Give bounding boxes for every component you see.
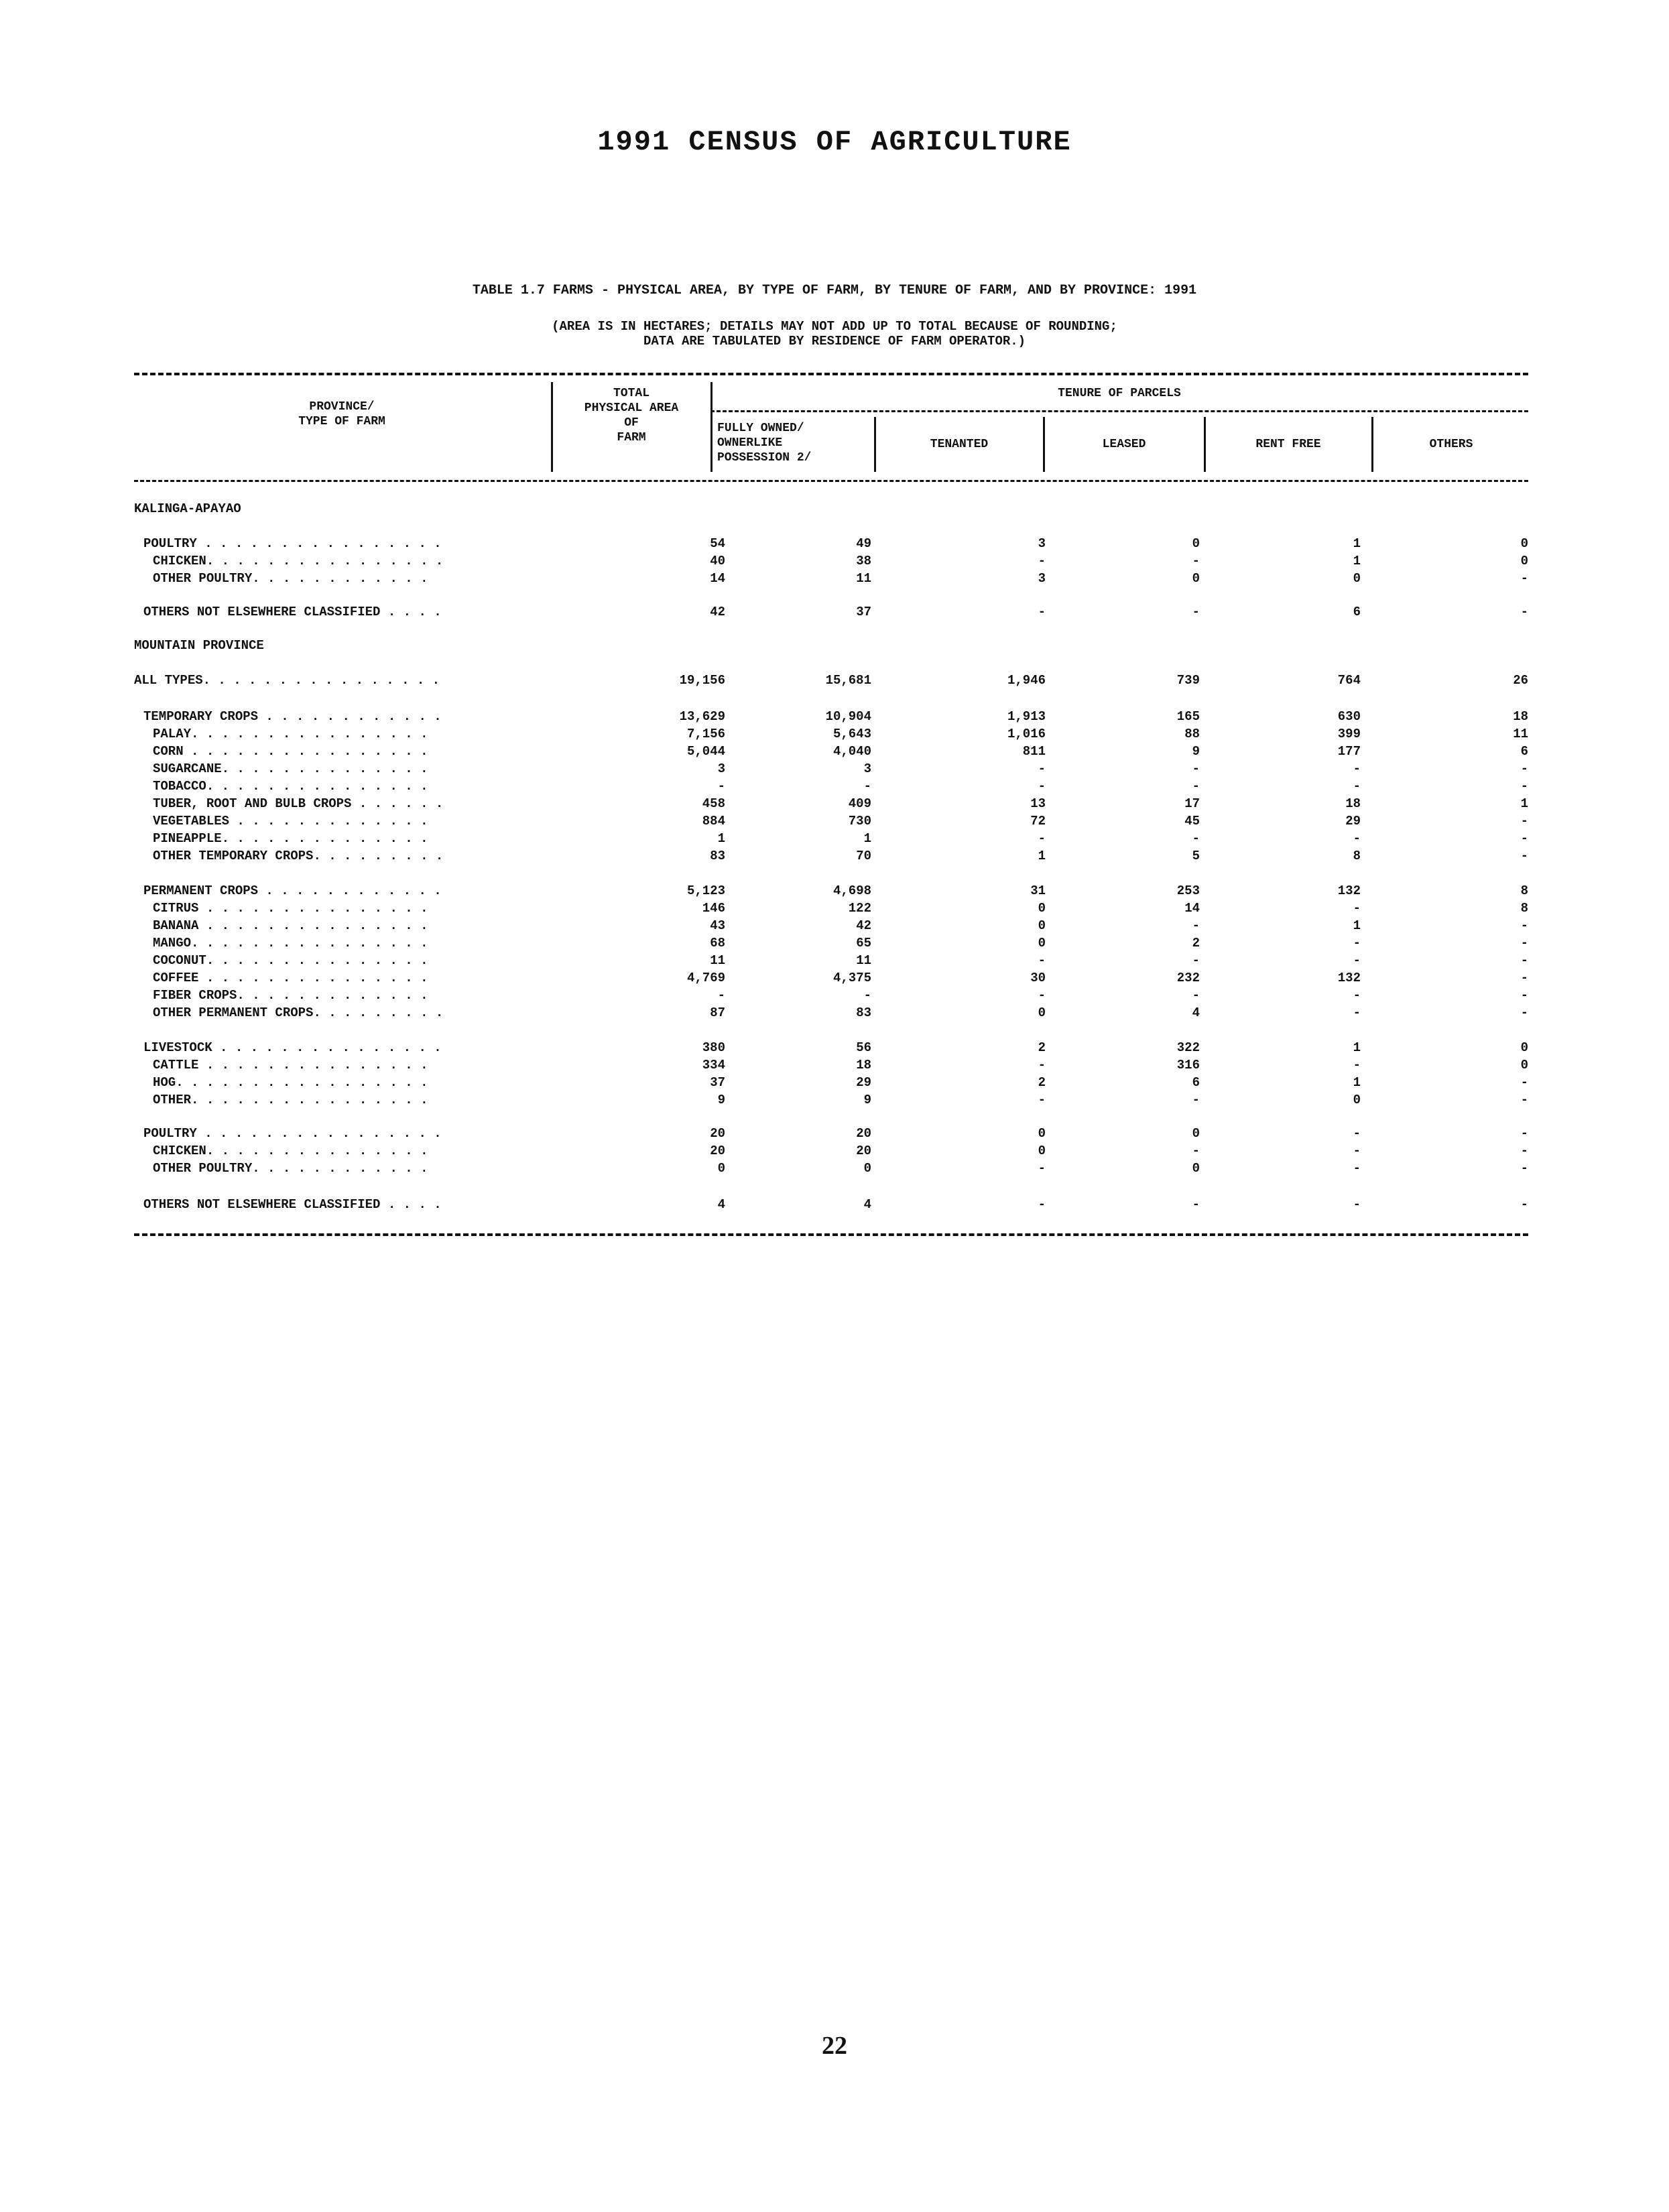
cell-rent-free: -	[1353, 936, 1361, 950]
cell-others: -	[1520, 953, 1528, 968]
cell-rent-free: 0	[1353, 1093, 1361, 1107]
header-divider	[551, 382, 553, 472]
table-row	[134, 849, 1528, 866]
cell-leased: 0	[1192, 571, 1200, 586]
cell-leased: -	[1192, 761, 1200, 776]
cell-tenanted: -	[1038, 779, 1046, 794]
cell-tenanted: 1	[1038, 849, 1046, 863]
page-number: 22	[822, 2032, 847, 2060]
cell-total: 37	[710, 1075, 725, 1090]
row-label: OTHER POULTRY. . . . . . . . . . . .	[153, 571, 428, 586]
cell-others: -	[1520, 849, 1528, 863]
row-label: LIVESTOCK . . . . . . . . . . . . . . .	[143, 1040, 442, 1055]
row-label: CATTLE . . . . . . . . . . . . . . .	[153, 1058, 428, 1072]
cell-others: 0	[1520, 536, 1528, 551]
cell-total: 43	[710, 918, 725, 933]
row-label: OTHER. . . . . . . . . . . . . . . .	[153, 1093, 428, 1107]
table-row	[134, 1126, 1528, 1144]
cell-rent-free: -	[1353, 1197, 1361, 1212]
table-row	[134, 571, 1528, 589]
cell-total: 1	[717, 831, 725, 846]
table-row	[134, 673, 1528, 690]
cell-rent-free: -	[1353, 1161, 1361, 1176]
table-row	[134, 638, 1528, 656]
header-text: FARM	[617, 431, 646, 444]
cell-owned: 10,904	[825, 709, 871, 724]
cell-tenanted: -	[1038, 605, 1046, 619]
cell-owned: 1	[863, 831, 871, 846]
row-label: ALL TYPES. . . . . . . . . . . . . . . .	[134, 673, 440, 688]
cell-owned: 11	[856, 953, 871, 968]
cell-total: 40	[710, 554, 725, 568]
cell-tenanted: 0	[1038, 1126, 1046, 1141]
cell-owned: 42	[856, 918, 871, 933]
row-label: CORN . . . . . . . . . . . . . . . .	[153, 744, 428, 759]
cell-rent-free: 18	[1345, 796, 1361, 811]
table-row	[134, 779, 1528, 796]
cell-owned: 4,040	[832, 744, 871, 759]
header-rent-free: RENT FREE	[1255, 438, 1321, 451]
cell-others: -	[1520, 1197, 1528, 1212]
cell-leased: -	[1192, 554, 1200, 568]
cell-others: -	[1520, 1075, 1528, 1090]
cell-leased: 2	[1192, 936, 1200, 950]
cell-rent-free: 8	[1353, 849, 1361, 863]
cell-total: 5,123	[686, 883, 725, 898]
cell-tenanted: 0	[1038, 901, 1046, 916]
cell-others: 6	[1520, 744, 1528, 759]
row-label: COFFEE . . . . . . . . . . . . . . .	[153, 971, 428, 985]
cell-rent-free: -	[1353, 761, 1361, 776]
cell-tenanted: 30	[1030, 971, 1046, 985]
cell-total: -	[717, 779, 725, 794]
cell-owned: 9	[863, 1093, 871, 1107]
cell-others: 0	[1520, 1058, 1528, 1072]
header-divider	[1371, 417, 1373, 472]
header-text: OWNERLIKE	[717, 436, 783, 450]
cell-rent-free: 6	[1353, 605, 1361, 619]
header-total	[554, 386, 709, 445]
row-label: SUGARCANE. . . . . . . . . . . . . .	[153, 761, 428, 776]
header-others: OTHERS	[1429, 438, 1473, 451]
row-label: MANGO. . . . . . . . . . . . . . . .	[153, 936, 428, 950]
cell-owned: 4,698	[832, 883, 871, 898]
row-label: PINEAPPLE. . . . . . . . . . . . . .	[153, 831, 428, 846]
cell-rent-free: -	[1353, 1126, 1361, 1141]
cell-rent-free: 1	[1353, 1040, 1361, 1055]
cell-leased: 17	[1184, 796, 1200, 811]
cell-tenanted: -	[1038, 953, 1046, 968]
cell-tenanted: 13	[1030, 796, 1046, 811]
page-title: 1991 CENSUS OF AGRICULTURE	[597, 126, 1072, 158]
cell-rent-free: 764	[1337, 673, 1361, 688]
table-note	[0, 319, 1669, 349]
cell-leased: -	[1192, 1093, 1200, 1107]
cell-total: 20	[710, 1126, 725, 1141]
cell-others: -	[1520, 1144, 1528, 1158]
cell-owned: 20	[856, 1144, 871, 1158]
table-row	[134, 709, 1528, 727]
header-text: TOTAL	[613, 387, 650, 400]
cell-tenanted: 2	[1038, 1040, 1046, 1055]
cell-tenanted: 0	[1038, 918, 1046, 933]
row-label: FIBER CROPS. . . . . . . . . . . . .	[153, 988, 428, 1003]
cell-owned: 5,643	[832, 727, 871, 741]
table-row	[134, 1058, 1528, 1075]
cell-rent-free: -	[1353, 988, 1361, 1003]
table-row	[134, 814, 1528, 831]
cell-leased: 316	[1176, 1058, 1200, 1072]
cell-leased: 4	[1192, 1005, 1200, 1020]
cell-owned: 83	[856, 1005, 871, 1020]
cell-owned: 70	[856, 849, 871, 863]
table-row	[134, 936, 1528, 953]
cell-others: -	[1520, 831, 1528, 846]
table-top-rule	[134, 373, 1528, 375]
row-label: OTHERS NOT ELSEWHERE CLASSIFIED . . . .	[143, 605, 442, 619]
cell-total: 83	[710, 849, 725, 863]
cell-others: -	[1520, 605, 1528, 619]
row-label: TEMPORARY CROPS . . . . . . . . . . . .	[143, 709, 442, 724]
cell-rent-free: 1	[1353, 536, 1361, 551]
cell-tenanted: 0	[1038, 936, 1046, 950]
cell-others: -	[1520, 1161, 1528, 1176]
cell-total: 9	[717, 1093, 725, 1107]
cell-leased: 0	[1192, 1126, 1200, 1141]
cell-leased: -	[1192, 988, 1200, 1003]
table-row	[134, 1197, 1528, 1215]
cell-total: 3	[717, 761, 725, 776]
table-row	[134, 554, 1528, 571]
cell-tenanted: 3	[1038, 536, 1046, 551]
header-text: FULLY OWNED/	[717, 422, 804, 435]
cell-owned: 56	[856, 1040, 871, 1055]
cell-owned: 122	[848, 901, 871, 916]
cell-leased: 14	[1184, 901, 1200, 916]
cell-total: 5,044	[686, 744, 725, 759]
cell-total: -	[717, 988, 725, 1003]
cell-tenanted: -	[1038, 988, 1046, 1003]
cell-rent-free: 132	[1337, 883, 1361, 898]
cell-owned: 4	[863, 1197, 871, 1212]
cell-total: 380	[702, 1040, 725, 1055]
header-text: PROVINCE/	[309, 400, 375, 414]
cell-others: -	[1520, 1005, 1528, 1020]
header-text: TYPE OF FARM	[298, 415, 385, 428]
cell-tenanted: 1,016	[1007, 727, 1046, 741]
table-row	[134, 1144, 1528, 1161]
cell-leased: 6	[1192, 1075, 1200, 1090]
row-label: OTHER POULTRY. . . . . . . . . . . .	[153, 1161, 428, 1176]
cell-others: 1	[1520, 796, 1528, 811]
cell-rent-free: -	[1353, 1144, 1361, 1158]
cell-rent-free: 630	[1337, 709, 1361, 724]
cell-total: 54	[710, 536, 725, 551]
cell-owned: -	[863, 988, 871, 1003]
table-row	[134, 536, 1528, 554]
row-label: TOBACCO. . . . . . . . . . . . . . .	[153, 779, 428, 794]
cell-total: 4,769	[686, 971, 725, 985]
header-owned	[717, 421, 871, 465]
header-province	[201, 400, 483, 429]
cell-others: 26	[1513, 673, 1528, 688]
cell-tenanted: -	[1038, 1161, 1046, 1176]
cell-leased: -	[1192, 605, 1200, 619]
table-row	[134, 918, 1528, 936]
cell-total: 20	[710, 1144, 725, 1158]
cell-total: 7,156	[686, 727, 725, 741]
cell-others: -	[1520, 814, 1528, 828]
table-row	[134, 727, 1528, 744]
table-note-line: (AREA IS IN HECTARES; DETAILS MAY NOT ADD UP TO TOTAL BECAUSE OF ROUNDING;	[552, 319, 1117, 334]
table-row	[134, 1040, 1528, 1058]
cell-tenanted: 3	[1038, 571, 1046, 586]
cell-leased: 253	[1176, 883, 1200, 898]
cell-total: 884	[702, 814, 725, 828]
header-leased: LEASED	[1102, 438, 1146, 451]
header-text: OF	[624, 416, 639, 430]
cell-tenanted: 72	[1030, 814, 1046, 828]
cell-leased: 165	[1176, 709, 1200, 724]
cell-others: 8	[1520, 901, 1528, 916]
row-label: MOUNTAIN PROVINCE	[134, 638, 264, 653]
cell-owned: 37	[856, 605, 871, 619]
cell-leased: 9	[1192, 744, 1200, 759]
cell-others: 0	[1520, 1040, 1528, 1055]
table-row	[134, 744, 1528, 761]
cell-total: 0	[717, 1161, 725, 1176]
table-row	[134, 1075, 1528, 1093]
cell-rent-free: 0	[1353, 571, 1361, 586]
table-row	[134, 796, 1528, 814]
cell-others: -	[1520, 988, 1528, 1003]
cell-leased: -	[1192, 1144, 1200, 1158]
cell-leased: -	[1192, 1197, 1200, 1212]
cell-leased: 0	[1192, 1161, 1200, 1176]
cell-rent-free: 1	[1353, 1075, 1361, 1090]
cell-tenanted: -	[1038, 831, 1046, 846]
cell-total: 334	[702, 1058, 725, 1072]
table-row	[134, 1093, 1528, 1110]
cell-others: -	[1520, 761, 1528, 776]
table-row	[134, 605, 1528, 622]
cell-owned: 0	[863, 1161, 871, 1176]
cell-others: -	[1520, 971, 1528, 985]
row-label: CITRUS . . . . . . . . . . . . . . .	[153, 901, 428, 916]
row-label: PERMANENT CROPS . . . . . . . . . . . .	[143, 883, 442, 898]
row-label: KALINGA-APAYAO	[134, 501, 241, 516]
cell-rent-free: 29	[1345, 814, 1361, 828]
row-label: POULTRY . . . . . . . . . . . . . . . .	[143, 1126, 442, 1141]
table-row	[134, 501, 1528, 519]
row-label: COCONUT. . . . . . . . . . . . . . .	[153, 953, 428, 968]
cell-leased: 739	[1176, 673, 1200, 688]
cell-tenanted: -	[1038, 1058, 1046, 1072]
cell-others: -	[1520, 571, 1528, 586]
cell-others: -	[1520, 936, 1528, 950]
cell-tenanted: 0	[1038, 1005, 1046, 1020]
cell-leased: -	[1192, 779, 1200, 794]
cell-total: 87	[710, 1005, 725, 1020]
cell-total: 19,156	[679, 673, 725, 688]
cell-total: 13,629	[679, 709, 725, 724]
row-label: POULTRY . . . . . . . . . . . . . . . .	[143, 536, 442, 551]
cell-rent-free: 132	[1337, 971, 1361, 985]
row-label: HOG. . . . . . . . . . . . . . . . .	[153, 1075, 428, 1090]
cell-total: 146	[702, 901, 725, 916]
table-row	[134, 761, 1528, 779]
table-row	[134, 988, 1528, 1005]
cell-rent-free: -	[1353, 1005, 1361, 1020]
cell-rent-free: -	[1353, 901, 1361, 916]
cell-owned: 11	[856, 571, 871, 586]
header-bottom-rule	[134, 480, 1528, 482]
cell-leased: 88	[1184, 727, 1200, 741]
cell-rent-free: 1	[1353, 554, 1361, 568]
row-label: OTHER PERMANENT CROPS. . . . . . . . .	[153, 1005, 444, 1020]
row-label: OTHERS NOT ELSEWHERE CLASSIFIED . . . .	[143, 1197, 442, 1212]
cell-owned: 4,375	[832, 971, 871, 985]
cell-owned: 3	[863, 761, 871, 776]
header-divider	[1204, 417, 1206, 472]
cell-rent-free: -	[1353, 953, 1361, 968]
table-row	[134, 883, 1528, 901]
table-row	[134, 953, 1528, 971]
cell-tenanted: 1,913	[1007, 709, 1046, 724]
cell-others: 18	[1513, 709, 1528, 724]
table-row	[134, 901, 1528, 918]
cell-owned: 730	[848, 814, 871, 828]
cell-others: -	[1520, 1126, 1528, 1141]
cell-leased: 5	[1192, 849, 1200, 863]
cell-leased: 45	[1184, 814, 1200, 828]
cell-tenanted: 811	[1022, 744, 1046, 759]
header-text: POSSESSION 2/	[717, 451, 812, 465]
row-label: BANANA . . . . . . . . . . . . . . .	[153, 918, 428, 933]
cell-tenanted: 1,946	[1007, 673, 1046, 688]
row-label: OTHER TEMPORARY CROPS. . . . . . . . .	[153, 849, 444, 863]
row-label: CHICKEN. . . . . . . . . . . . . . . .	[153, 554, 444, 568]
header-divider	[874, 417, 876, 472]
cell-total: 4	[717, 1197, 725, 1212]
cell-others: 8	[1520, 883, 1528, 898]
header-tenanted: TENANTED	[930, 438, 989, 451]
cell-rent-free: -	[1353, 779, 1361, 794]
tenure-group-rule	[710, 410, 1528, 412]
cell-total: 11	[710, 953, 725, 968]
cell-leased: -	[1192, 918, 1200, 933]
row-label: CHICKEN. . . . . . . . . . . . . . .	[153, 1144, 428, 1158]
cell-leased: 322	[1176, 1040, 1200, 1055]
cell-owned: 409	[848, 796, 871, 811]
cell-total: 42	[710, 605, 725, 619]
cell-rent-free: 399	[1337, 727, 1361, 741]
cell-owned: 20	[856, 1126, 871, 1141]
header-tenure-group: TENURE OF PARCELS	[1058, 387, 1181, 400]
cell-owned: 38	[856, 554, 871, 568]
table-row	[134, 1161, 1528, 1178]
cell-leased: 0	[1192, 536, 1200, 551]
table-note-line: DATA ARE TABULATED BY RESIDENCE OF FARM OPERATOR.)	[643, 334, 1026, 349]
table-row	[134, 1005, 1528, 1023]
cell-others: 0	[1520, 554, 1528, 568]
table-row	[134, 831, 1528, 849]
cell-leased: -	[1192, 831, 1200, 846]
cell-tenanted: -	[1038, 554, 1046, 568]
cell-tenanted: 0	[1038, 1144, 1046, 1158]
cell-total: 14	[710, 571, 725, 586]
cell-rent-free: 1	[1353, 918, 1361, 933]
cell-tenanted: -	[1038, 1197, 1046, 1212]
row-label: PALAY. . . . . . . . . . . . . . . .	[153, 727, 428, 741]
cell-owned: 15,681	[825, 673, 871, 688]
cell-rent-free: -	[1353, 831, 1361, 846]
cell-tenanted: -	[1038, 1093, 1046, 1107]
table-bottom-rule	[134, 1233, 1528, 1236]
cell-others: -	[1520, 1093, 1528, 1107]
cell-owned: 29	[856, 1075, 871, 1090]
cell-rent-free: 177	[1337, 744, 1361, 759]
cell-owned: 49	[856, 536, 871, 551]
cell-leased: 232	[1176, 971, 1200, 985]
cell-tenanted: -	[1038, 761, 1046, 776]
cell-total: 68	[710, 936, 725, 950]
cell-others: -	[1520, 779, 1528, 794]
cell-others: -	[1520, 918, 1528, 933]
cell-tenanted: 31	[1030, 883, 1046, 898]
cell-tenanted: 2	[1038, 1075, 1046, 1090]
cell-leased: -	[1192, 953, 1200, 968]
cell-owned: 18	[856, 1058, 871, 1072]
header-divider	[1043, 417, 1045, 472]
table-caption: TABLE 1.7 FARMS - PHYSICAL AREA, BY TYPE OF FARM, BY TENURE OF FARM, AND BY PROVINCE: 1991	[472, 283, 1197, 298]
header-text: PHYSICAL AREA	[584, 402, 679, 415]
row-label: TUBER, ROOT AND BULB CROPS . . . . . .	[153, 796, 444, 811]
cell-rent-free: -	[1353, 1058, 1361, 1072]
row-label: VEGETABLES . . . . . . . . . . . . .	[153, 814, 428, 828]
cell-others: 11	[1513, 727, 1528, 741]
cell-owned: 65	[856, 936, 871, 950]
table-row	[134, 971, 1528, 988]
cell-owned: -	[863, 779, 871, 794]
cell-total: 458	[702, 796, 725, 811]
